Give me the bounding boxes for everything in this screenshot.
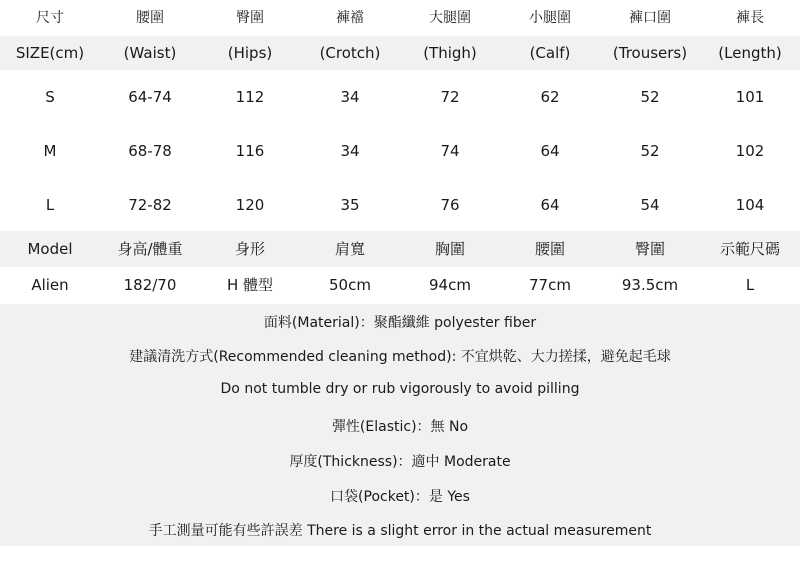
model-body-shape: H 體型 [226, 276, 274, 294]
model-size: L [745, 276, 755, 294]
model-header-waist: 腰圍 [534, 240, 565, 258]
model-height-weight: 182/70 [123, 276, 177, 294]
hips-value: 116 [235, 142, 265, 160]
product-notes [0, 304, 800, 546]
header-en-crotch: (Crotch) [319, 44, 381, 62]
waist-value: 64-74 [128, 88, 172, 106]
waist-value: 72-82 [128, 196, 172, 214]
thigh-value: 74 [440, 142, 460, 160]
header-en-hips: (Hips) [227, 44, 273, 62]
material-note: 面料(Material)：聚酯纖維 polyester fiber [263, 315, 537, 331]
model-header-body-shape: 身形 [234, 240, 265, 258]
model-header-shoulder: 肩寬 [334, 240, 365, 258]
elastic-note: 彈性(Elastic)：無 No [331, 419, 469, 435]
header-row-chinese [0, 0, 800, 36]
table-row-size-m [0, 124, 800, 178]
header-en-calf: (Calf) [529, 44, 571, 62]
table-row-size-l [0, 178, 800, 232]
trousers-value: 52 [640, 88, 660, 106]
cleaning-note: 建議清洗方式(Recommended cleaning method): 不宜烘乾、大力搓揉，避免起毛球 [129, 349, 671, 365]
measurement-error-note: 手工測量可能有些許誤差 There is a slight error in the actual measurement [148, 523, 652, 539]
header-cn-size: 尺寸 [36, 10, 64, 26]
header-en-waist: (Waist) [123, 44, 177, 62]
header-cn-crotch: 褲襠 [336, 10, 364, 26]
model-header-height-weight: 身高/體重 [117, 240, 183, 258]
length-value: 101 [735, 88, 765, 106]
pocket-note: 口袋(Pocket)：是 Yes [330, 489, 470, 505]
model-header-model: Model [27, 240, 73, 258]
crotch-value: 34 [340, 142, 360, 160]
thigh-value: 72 [440, 88, 460, 106]
cleaning-note-english: Do not tumble dry or rub vigorously to avoid pilling [220, 381, 580, 397]
model-header-size: 示範尺碼 [719, 240, 780, 258]
model-chest: 94cm [429, 276, 471, 294]
header-cn-calf: 小腿圍 [529, 10, 571, 26]
header-en-length: (Length) [718, 44, 782, 62]
calf-value: 62 [540, 88, 560, 106]
crotch-value: 35 [340, 196, 360, 214]
size-label: M [43, 142, 57, 160]
hips-value: 120 [235, 196, 265, 214]
header-en-thigh: (Thigh) [423, 44, 477, 62]
header-en-trousers: (Trousers) [612, 44, 688, 62]
model-header-hips: 臀圍 [634, 240, 665, 258]
table-row-size-s [0, 70, 800, 124]
waist-value: 68-78 [128, 142, 172, 160]
trousers-value: 52 [640, 142, 660, 160]
model-waist: 77cm [529, 276, 571, 294]
crotch-value: 34 [340, 88, 360, 106]
model-shoulder: 50cm [329, 276, 371, 294]
model-data-row [0, 267, 800, 304]
length-value: 104 [735, 196, 765, 214]
header-cn-length: 褲長 [736, 10, 764, 26]
calf-value: 64 [540, 196, 560, 214]
model-name: Alien [31, 276, 69, 294]
thigh-value: 76 [440, 196, 460, 214]
header-en-size: SIZE(cm) [15, 44, 85, 62]
calf-value: 64 [540, 142, 560, 160]
header-cn-waist: 腰圍 [136, 10, 164, 26]
header-cn-thigh: 大腿圍 [429, 10, 471, 26]
model-hips: 93.5cm [621, 276, 679, 294]
header-cn-trousers: 褲口圍 [629, 10, 671, 26]
header-cn-hips: 臀圍 [236, 10, 264, 26]
size-label: L [45, 196, 55, 214]
model-header-row [0, 231, 800, 267]
trousers-value: 54 [640, 196, 660, 214]
header-row-english [0, 36, 800, 70]
thickness-note: 厚度(Thickness)：適中 Moderate [289, 454, 511, 470]
size-label: S [45, 88, 55, 106]
model-header-chest: 胸圍 [434, 240, 465, 258]
hips-value: 112 [235, 88, 265, 106]
length-value: 102 [735, 142, 765, 160]
